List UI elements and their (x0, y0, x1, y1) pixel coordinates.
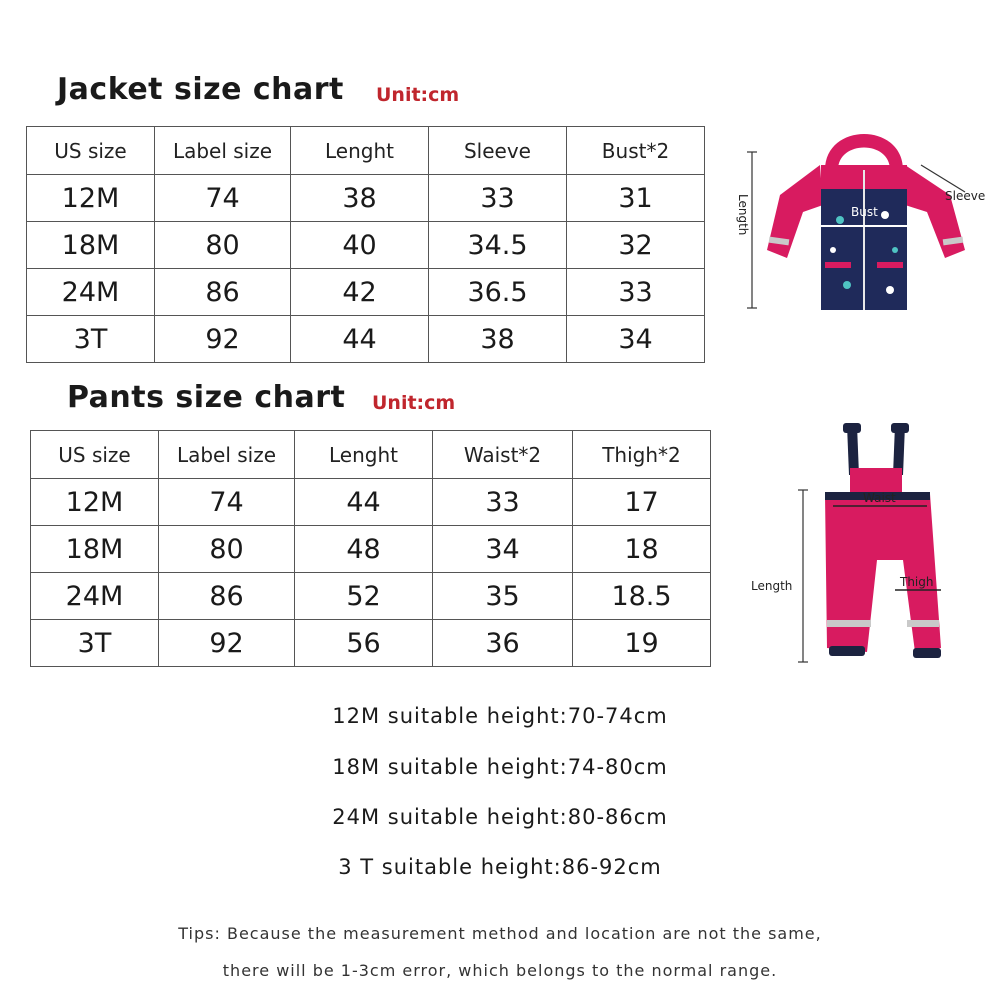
pants-header-waist: Waist*2 (433, 431, 573, 479)
waist-label: Waist (863, 491, 896, 505)
table-cell: 31 (567, 175, 705, 222)
thigh-label: Thigh (900, 575, 934, 589)
table-cell: 19 (573, 620, 711, 667)
table-cell: 92 (155, 316, 291, 363)
table-cell: 38 (291, 175, 429, 222)
table-row (31, 620, 711, 667)
table-cell: 35 (433, 573, 573, 620)
pants-chart-title: Pants size chart (67, 380, 346, 415)
us-size-cell: 3T (31, 620, 159, 667)
us-size-cell: 18M (27, 222, 155, 269)
jacket-header-label-size: Label size (155, 127, 291, 175)
jacket-chart-title: Jacket size chart (57, 72, 344, 107)
table-row (27, 269, 705, 316)
table-row (31, 479, 711, 526)
pants-body (825, 494, 941, 652)
us-size-cell: 24M (27, 269, 155, 316)
tip-line-1: Tips: Because the measurement method and location are not the same, (178, 924, 822, 943)
jacket-header-bust: Bust*2 (567, 127, 705, 175)
height-line-3t: 3 T suitable height:86-92cm (338, 855, 662, 879)
length-label: Length (751, 579, 793, 593)
table-row (31, 526, 711, 573)
bust-label: Bust (851, 205, 878, 219)
height-line-18m: 18M suitable height:74-80cm (332, 755, 668, 779)
tip-line-2: there will be 1-3cm error, which belongs to the normal range. (222, 961, 778, 980)
jacket-header-row (27, 127, 705, 175)
table-row (31, 573, 711, 620)
table-row (27, 222, 705, 269)
table-cell: 34 (433, 526, 573, 573)
us-size-cell: 12M (31, 479, 159, 526)
table-cell: 33 (433, 479, 573, 526)
table-cell: 80 (159, 526, 295, 573)
table-cell: 48 (295, 526, 433, 573)
table-cell: 36 (433, 620, 573, 667)
pants-header-row (31, 431, 711, 479)
table-cell: 80 (155, 222, 291, 269)
table-cell: 34 (567, 316, 705, 363)
pants-header-label-size: Label size (159, 431, 295, 479)
table-cell: 56 (295, 620, 433, 667)
table-cell: 44 (295, 479, 433, 526)
table-cell: 86 (159, 573, 295, 620)
table-cell: 52 (295, 573, 433, 620)
us-size-cell: 12M (27, 175, 155, 222)
pants-unit-label: Unit:cm (372, 392, 456, 414)
jacket-header-length: Lenght (291, 127, 429, 175)
table-cell: 33 (567, 269, 705, 316)
table-cell: 17 (573, 479, 711, 526)
jacket-diagram (725, 110, 1000, 325)
table-cell: 18 (573, 526, 711, 573)
length-label: Length (736, 194, 750, 236)
table-cell: 74 (155, 175, 291, 222)
table-cell: 18.5 (573, 573, 711, 620)
pants-size-table (30, 430, 711, 667)
pants-header-length: Lenght (295, 431, 433, 479)
pants-header-thigh: Thigh*2 (573, 431, 711, 479)
us-size-cell: 3T (27, 316, 155, 363)
jacket-hood (825, 134, 903, 170)
us-size-cell: 24M (31, 573, 159, 620)
us-size-cell: 18M (31, 526, 159, 573)
table-cell: 44 (291, 316, 429, 363)
pants-header-us-size: US size (31, 431, 159, 479)
sleeve-label: Sleeve (945, 189, 986, 203)
table-cell: 74 (159, 479, 295, 526)
jacket-header-sleeve: Sleeve (429, 127, 567, 175)
table-cell: 38 (429, 316, 567, 363)
table-cell: 34.5 (429, 222, 567, 269)
jacket-size-table (26, 126, 705, 363)
table-cell: 33 (429, 175, 567, 222)
table-row (27, 316, 705, 363)
pants-diagram (745, 420, 970, 670)
jacket-right-sleeve (905, 165, 965, 258)
jacket-left-sleeve (767, 165, 823, 258)
table-cell: 92 (159, 620, 295, 667)
table-cell: 86 (155, 269, 291, 316)
table-row (27, 175, 705, 222)
jacket-unit-label: Unit:cm (376, 84, 460, 106)
table-cell: 40 (291, 222, 429, 269)
jacket-header-us-size: US size (27, 127, 155, 175)
height-line-24m: 24M suitable height:80-86cm (332, 805, 668, 829)
height-line-12m: 12M suitable height:70-74cm (332, 704, 668, 728)
table-cell: 32 (567, 222, 705, 269)
table-cell: 36.5 (429, 269, 567, 316)
table-cell: 42 (291, 269, 429, 316)
